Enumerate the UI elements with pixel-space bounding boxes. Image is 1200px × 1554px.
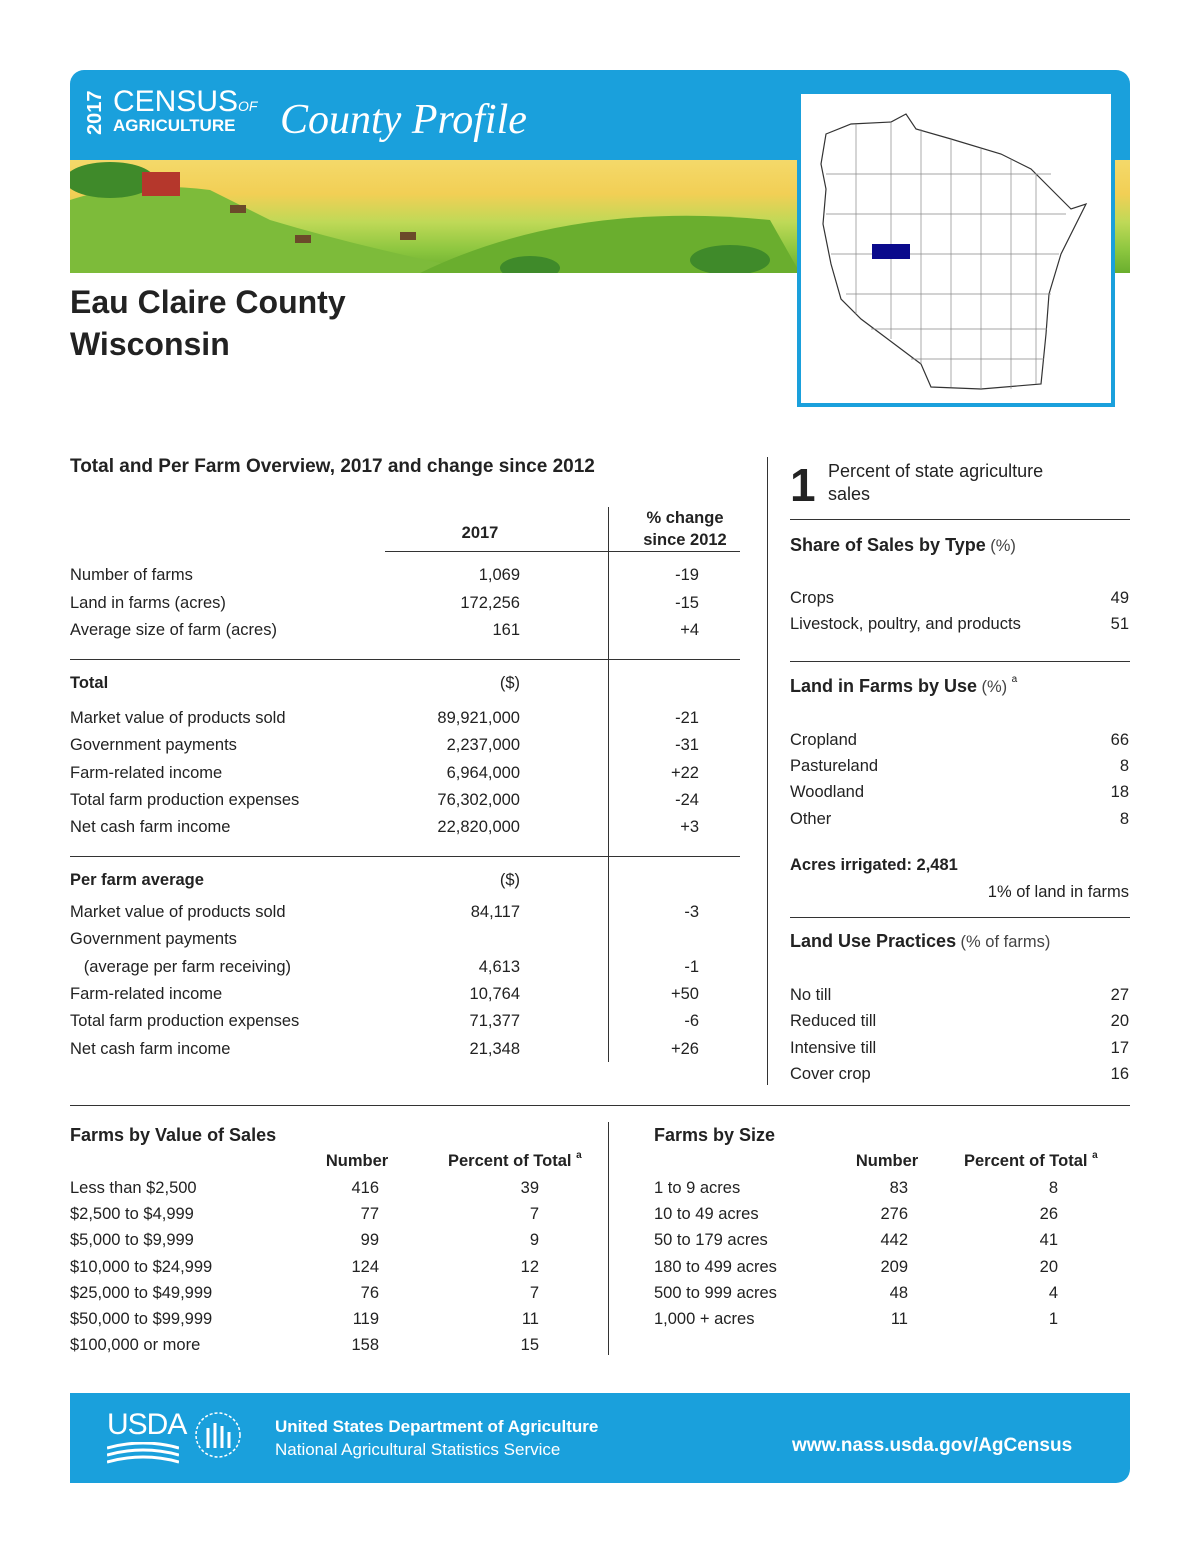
census-logo (113, 85, 257, 119)
divider (70, 856, 740, 857)
row-label: Number of farms (70, 566, 193, 584)
col-header-change-1: % change (646, 509, 724, 527)
row-value-2017: 76,302,000 (437, 790, 520, 809)
practices-unit: (% of farms) (960, 933, 1051, 951)
row-label: $5,000 to $9,999 (70, 1231, 194, 1250)
total-unit: ($) (499, 674, 520, 692)
row-label: Net cash farm income (70, 818, 231, 837)
list-item-label: Reduced till (790, 1012, 877, 1031)
row-value-2017: 161 (492, 621, 520, 639)
usda-logo-swoosh (107, 1442, 179, 1464)
pct-state-value: 1 (790, 459, 816, 511)
row-label: Net cash farm income (70, 1039, 231, 1058)
row-number: 442 (880, 1231, 908, 1250)
footnote-mark: a (1092, 1150, 1098, 1161)
list-item-label: Pastureland (790, 757, 879, 776)
row-change: +4 (680, 621, 699, 639)
row-percent: 8 (1048, 1179, 1058, 1197)
list-item-value: 27 (1110, 986, 1129, 1004)
county-highlight (872, 244, 910, 259)
land-title (790, 676, 1017, 697)
row-label: $50,000 to $99,999 (70, 1310, 213, 1328)
value-sales-col-number: Number (325, 1152, 389, 1170)
row-label: Market value of products sold (70, 903, 286, 921)
census-agriculture: AGRICULTURE (113, 116, 236, 135)
row-value-2017: 172,256 (460, 593, 520, 612)
col-percent-text: Percent of Total (964, 1152, 1088, 1170)
divider (767, 457, 768, 1085)
row-percent: 7 (529, 1283, 539, 1302)
list-item-value: 66 (1110, 731, 1129, 749)
row-number: 119 (352, 1310, 379, 1328)
row-label: Government payments (70, 930, 237, 949)
col-percent-text: Percent of Total (448, 1152, 572, 1170)
list-item-value: 8 (1119, 757, 1129, 776)
row-label: Total farm production expenses (70, 790, 300, 809)
irrigated-percent: 1% of land in farms (987, 883, 1129, 901)
row-change: -19 (675, 566, 699, 584)
list-item-value: 20 (1110, 1012, 1129, 1031)
row-percent: 39 (520, 1179, 539, 1197)
row-number: 276 (880, 1205, 908, 1224)
row-change: -15 (675, 593, 699, 612)
divider (608, 1122, 609, 1355)
row-percent: 41 (1039, 1231, 1058, 1250)
row-value-2017: 2,237,000 (446, 736, 520, 755)
land-unit: (%) (981, 678, 1008, 696)
row-change: -3 (684, 903, 699, 921)
list-item-label: No till (790, 986, 832, 1004)
row-label: $10,000 to $24,999 (70, 1257, 213, 1276)
footnote-mark: a (1011, 674, 1018, 685)
row-percent: 11 (521, 1310, 539, 1328)
row-value-2017: 21,348 (469, 1039, 520, 1058)
row-label: $2,500 to $4,999 (70, 1205, 194, 1224)
row-number: 48 (889, 1283, 908, 1302)
divider (790, 661, 1130, 662)
list-item-value: 16 (1110, 1064, 1129, 1083)
row-label: Average size of farm (acres) (70, 621, 277, 639)
row-label: Farm-related income (70, 763, 223, 782)
divider (385, 551, 740, 552)
divider (70, 659, 740, 660)
list-item-value: 17 (1110, 1038, 1129, 1057)
size-title: Farms by Size (654, 1125, 776, 1145)
row-value-2017: 6,964,000 (446, 763, 520, 782)
row-number: 99 (360, 1231, 379, 1250)
row-percent: 12 (520, 1257, 539, 1276)
overview-title: Total and Per Farm Overview, 2017 and change since 2012 (70, 456, 595, 477)
size-col-percent (964, 1152, 1098, 1171)
land-title-text: Land in Farms by Use (790, 676, 978, 696)
row-value-2017: 4,613 (478, 957, 520, 976)
row-label: Land in farms (acres) (70, 593, 226, 612)
row-label: 180 to 499 acres (654, 1257, 777, 1276)
size-col-number: Number (855, 1152, 919, 1170)
divider (790, 917, 1130, 918)
row-change: -24 (675, 790, 699, 809)
wisconsin-map-image (801, 94, 1111, 403)
col-header-2017: 2017 (461, 524, 499, 542)
list-item-value: 51 (1110, 614, 1129, 633)
row-label: 50 to 179 acres (654, 1231, 768, 1250)
list-item-label: Livestock, poultry, and products (790, 614, 1021, 633)
row-label: 500 to 999 acres (654, 1283, 777, 1302)
row-number: 11 (890, 1310, 908, 1328)
row-label: $25,000 to $49,999 (70, 1283, 213, 1302)
row-percent: 7 (529, 1205, 539, 1224)
list-item-label: Crops (790, 589, 835, 607)
row-change: -1 (684, 957, 699, 976)
perfarm-unit: ($) (499, 871, 520, 889)
row-label: 1,000 + acres (654, 1310, 755, 1328)
county-name: Eau Claire County (70, 284, 346, 320)
row-percent: 15 (520, 1336, 539, 1355)
practices-title-text: Land Use Practices (790, 931, 957, 951)
row-change: -6 (684, 1012, 699, 1031)
row-label: Less than $2,500 (70, 1179, 197, 1197)
acres-irrigated: Acres irrigated: 2,481 (790, 856, 958, 874)
row-value-2017: 84,117 (470, 903, 520, 921)
row-value-2017: 10,764 (469, 984, 520, 1003)
row-label: Total farm production expenses (70, 1012, 300, 1031)
row-percent: 4 (1048, 1283, 1058, 1302)
ag-counts-seal-icon (193, 1408, 243, 1463)
value-sales-col-percent (448, 1152, 582, 1171)
practices-title (790, 931, 1050, 952)
row-percent: 20 (1039, 1257, 1058, 1276)
list-item-value: 18 (1110, 783, 1129, 802)
census-of: OF (238, 98, 258, 114)
header-title: County Profile (280, 97, 527, 143)
census-word: CENSUS (113, 85, 239, 118)
row-percent: 26 (1039, 1205, 1058, 1224)
row-number: 416 (351, 1179, 379, 1197)
row-number: 83 (889, 1179, 908, 1197)
row-number: 76 (360, 1283, 379, 1302)
row-change: +50 (671, 984, 699, 1003)
row-percent: 9 (529, 1231, 539, 1250)
row-number: 158 (351, 1336, 379, 1355)
row-number: 209 (880, 1257, 908, 1276)
row-change: +26 (671, 1039, 699, 1058)
row-value-2017: 89,921,000 (437, 709, 520, 727)
list-item-value: 8 (1119, 809, 1129, 828)
divider (608, 507, 609, 1062)
row-number: 124 (351, 1257, 379, 1276)
row-label: Farm-related income (70, 984, 223, 1003)
row-label: Market value of products sold (70, 709, 286, 727)
row-change: +3 (680, 818, 699, 837)
footer-url[interactable]: www.nass.usda.gov/AgCensus (792, 1435, 1073, 1456)
row-value-2017: 1,069 (478, 566, 520, 584)
list-item-label: Woodland (790, 783, 865, 802)
row-percent: 1 (1048, 1310, 1058, 1328)
footer-dept: United States Department of Agriculture (275, 1417, 599, 1436)
usda-logo: USDA (107, 1408, 187, 1441)
list-item-label: Cover crop (790, 1064, 871, 1083)
divider (790, 519, 1130, 520)
footer-service: National Agricultural Statistics Service (275, 1440, 561, 1459)
share-title-text: Share of Sales by Type (790, 535, 986, 555)
pct-state-label-1: Percent of state agriculture (828, 461, 1044, 481)
pct-state-label-2: sales (828, 484, 871, 504)
row-value-2017: 71,377 (469, 1012, 520, 1031)
list-item-label: Intensive till (790, 1038, 877, 1057)
share-title (790, 535, 1016, 556)
list-item-label: Cropland (790, 731, 857, 749)
list-item-label: Other (790, 809, 832, 828)
row-label: Government payments (70, 736, 237, 755)
state-map (797, 90, 1115, 407)
col-header-change-2: since 2012 (643, 531, 727, 549)
perfarm-heading: Per farm average (70, 871, 204, 889)
list-item-value: 49 (1110, 589, 1129, 607)
row-value-2017: 22,820,000 (437, 818, 520, 837)
row-change: -31 (675, 736, 699, 755)
row-label: $100,000 or more (70, 1336, 201, 1355)
row-number: 77 (360, 1205, 379, 1224)
row-change: +22 (671, 763, 699, 782)
row-change: -21 (675, 709, 699, 727)
row-label: 1 to 9 acres (654, 1179, 741, 1197)
census-year: 2017 (84, 90, 106, 135)
total-heading: Total (70, 674, 109, 692)
share-unit: (%) (990, 537, 1016, 555)
divider (70, 1105, 1130, 1106)
state-name: Wisconsin (70, 326, 230, 362)
row-label: 10 to 49 acres (654, 1205, 759, 1224)
value-sales-title: Farms by Value of Sales (70, 1125, 277, 1145)
row-label: (average per farm receiving) (70, 957, 292, 976)
footnote-mark: a (576, 1150, 582, 1161)
